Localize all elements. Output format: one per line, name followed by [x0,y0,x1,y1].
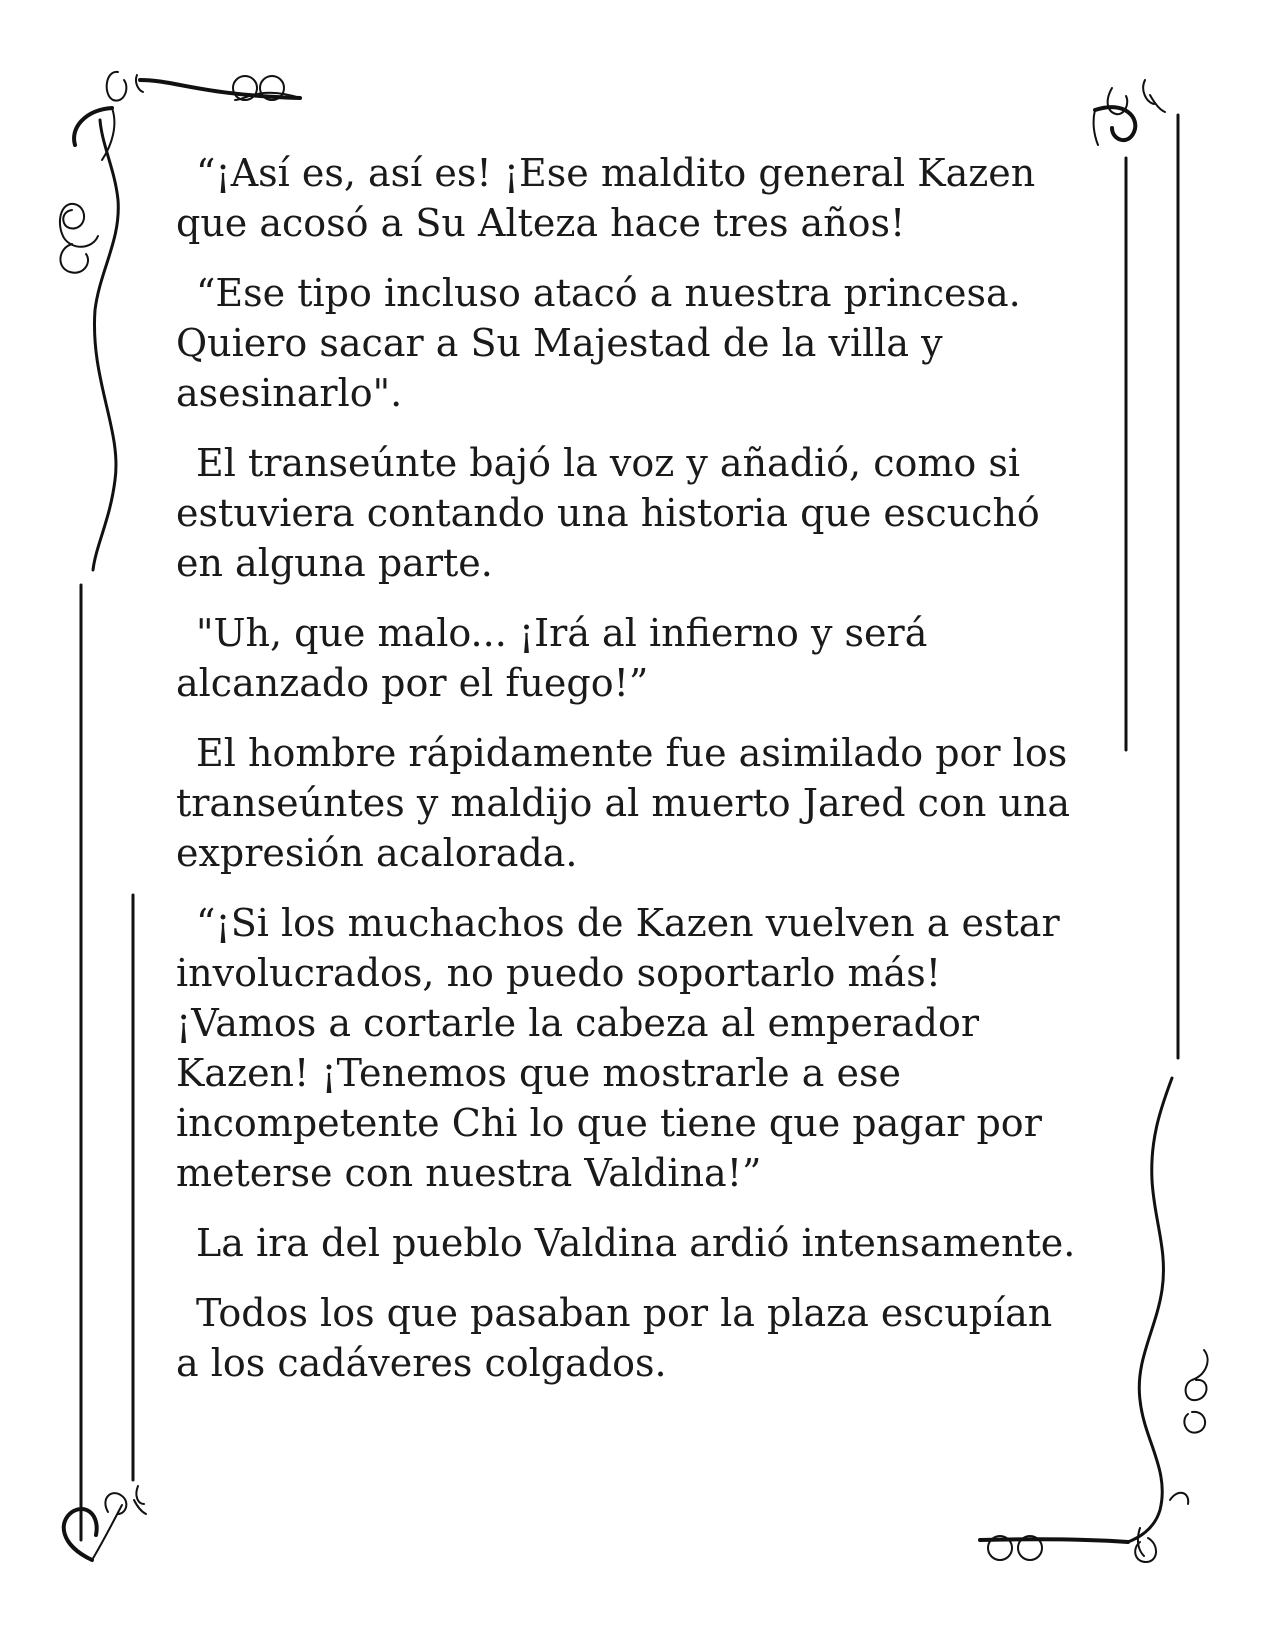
paragraph: El transeúnte bajó la voz y añadió, como si estuviera contando una historia que escuchó en alguna parte. [176,441,1040,585]
paragraph: Todos los que pasaban por la plaza escupían a los cadáveres colgados. [176,1291,1053,1385]
paragraph: La ira del pueblo Valdina ardió intensamente. [196,1221,1076,1265]
top-right-flourish-icon [1094,80,1165,145]
paragraph: “Ese tipo incluso atacó a nuestra princesa. Quiero sacar a Su Majestad de la villa y asesinarlo". [176,271,1021,415]
paragraph: “¡Así es, así es! ¡Ese maldito general Kazen que acosó a Su Alteza hace tres años! [176,151,1036,245]
paragraph: El hombre rápidamente fue asimilado por los transeúntes y maldijo al muerto Jared con una expresión acalorada. [176,731,1070,875]
paragraph: "Uh, que malo... ¡Irá al infierno y será alcanzado por el fuego!” [176,611,928,705]
story-text [176,148,1076,1408]
paragraph: “¡Si los muchachos de Kazen vuelven a estar involucrados, no puedo soportarlo más! ¡Vamos a cortarle la cabeza al emperador Kazen! ¡Tenemos que mostrarle a ese incompetente Chi lo que tiene que pagar por meterse con nuestra Valdina!” [176,901,1060,1195]
bottom-left-flourish-icon [64,1486,146,1560]
